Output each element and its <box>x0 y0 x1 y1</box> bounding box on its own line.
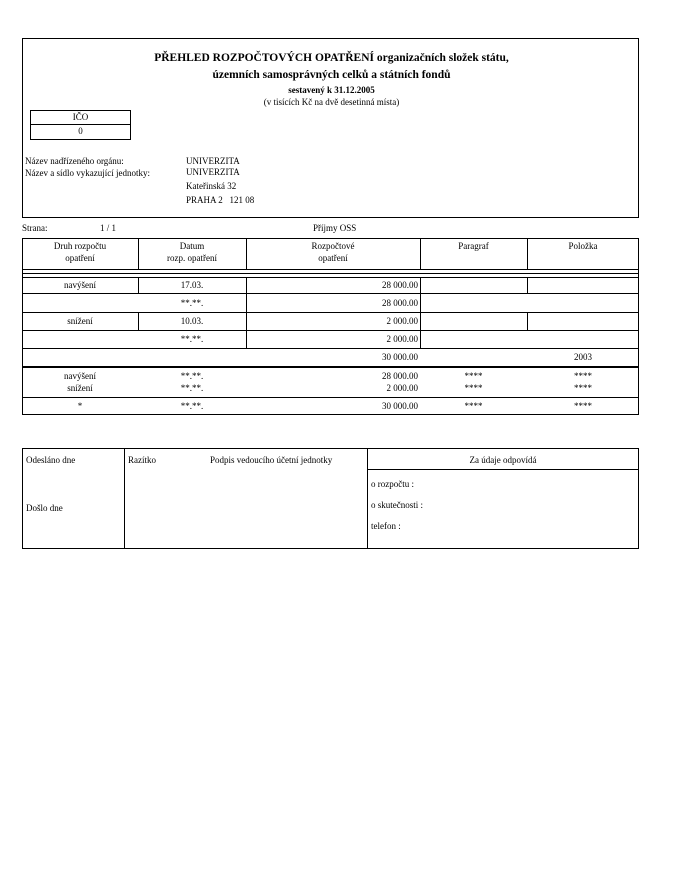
summary-1-polozka: **** <box>574 371 592 381</box>
received-date-label: Došlo dne <box>26 503 63 513</box>
summary-2-polozka: **** <box>574 383 592 393</box>
page-number: 1 / 1 <box>100 223 117 233</box>
responsible-label: Za údaje odpovídá <box>469 455 537 465</box>
page-label: Strana: <box>22 223 48 233</box>
summary-1-castka: 28 000.00 <box>382 371 418 381</box>
stamp-label: Razítko <box>128 455 156 465</box>
summary-2-druh: snížení <box>67 383 93 393</box>
col-datum-1: Datum <box>179 241 205 251</box>
total-castka: 30 000.00 <box>382 352 418 362</box>
col-druh-1: Druh rozpočtu <box>53 241 107 251</box>
reporting-unit-line3: PRAHA 2 121 08 <box>186 195 255 205</box>
summary-2-paragraf: **** <box>464 383 483 393</box>
grand-datum: **.**. <box>180 401 204 411</box>
total-polozka: 2003 <box>574 352 592 362</box>
report-title-line1: PŘEHLED ROZPOČTOVÝCH OPATŘENÍ organizačních složek státu, <box>154 52 509 64</box>
summary-2-castka: 2 000.00 <box>386 383 418 393</box>
report-units: (v tisících Kč na dvě desetinná místa) <box>263 97 400 107</box>
col-rozp-2: opatření <box>318 253 348 263</box>
signature-label: Podpis vedoucího účetní jednotky <box>210 455 333 465</box>
summary-2-datum: **.**. <box>180 383 204 393</box>
summary-1-druh: navýšení <box>64 371 96 381</box>
grand-polozka: **** <box>574 401 592 411</box>
reporting-unit-line1: UNIVERZITA <box>186 167 240 177</box>
superior-org-value: UNIVERZITA <box>186 156 240 166</box>
actuals-contact-label: o skutečnosti : <box>371 500 423 510</box>
col-rozp-1: Rozpočtové <box>311 241 355 251</box>
ico-label: IČO <box>30 110 131 125</box>
row-3-druh: snížení <box>67 316 93 326</box>
section-title: Příjmy OSS <box>313 223 357 233</box>
row-3-castka: 2 000.00 <box>386 316 418 326</box>
row-1-castka: 28 000.00 <box>382 280 418 290</box>
col-polozka: Položka <box>568 241 598 251</box>
grand-paragraf: **** <box>464 401 483 411</box>
ico-value: 0 <box>30 125 131 140</box>
row-4-castka: 2 000.00 <box>386 334 418 344</box>
col-datum-2: rozp. opatření <box>167 253 217 263</box>
col-paragraf: Paragraf <box>458 241 489 251</box>
row-3-datum: 10.03. <box>180 316 204 326</box>
col-druh-2: opatření <box>65 253 95 263</box>
row-1-druh: navýšení <box>64 280 96 290</box>
report-date: sestavený k 31.12.2005 <box>288 85 375 95</box>
phone-label: telefon : <box>371 521 401 531</box>
reporting-unit-line2: Kateřinská 32 <box>186 181 237 191</box>
superior-org-label: Název nadřízeného orgánu: <box>25 156 124 166</box>
report-title-line2: územních samosprávných celků a státních fondů <box>212 69 451 81</box>
report-header <box>22 38 639 218</box>
row-2-castka: 28 000.00 <box>382 298 418 308</box>
budget-contact-label: o rozpočtu : <box>371 479 414 489</box>
summary-1-datum: **.**. <box>180 371 204 381</box>
grand-druh: * <box>77 401 83 411</box>
row-2-datum: **.**. <box>180 298 204 308</box>
grand-castka: 30 000.00 <box>382 401 418 411</box>
reporting-unit-label: Název a sídlo vykazující jednotky: <box>25 168 150 178</box>
row-1-datum: 17.03. <box>180 280 204 290</box>
summary-1-paragraf: **** <box>464 371 483 381</box>
sent-date-label: Odesláno dne <box>26 455 76 465</box>
row-4-datum: **.**. <box>180 334 204 344</box>
